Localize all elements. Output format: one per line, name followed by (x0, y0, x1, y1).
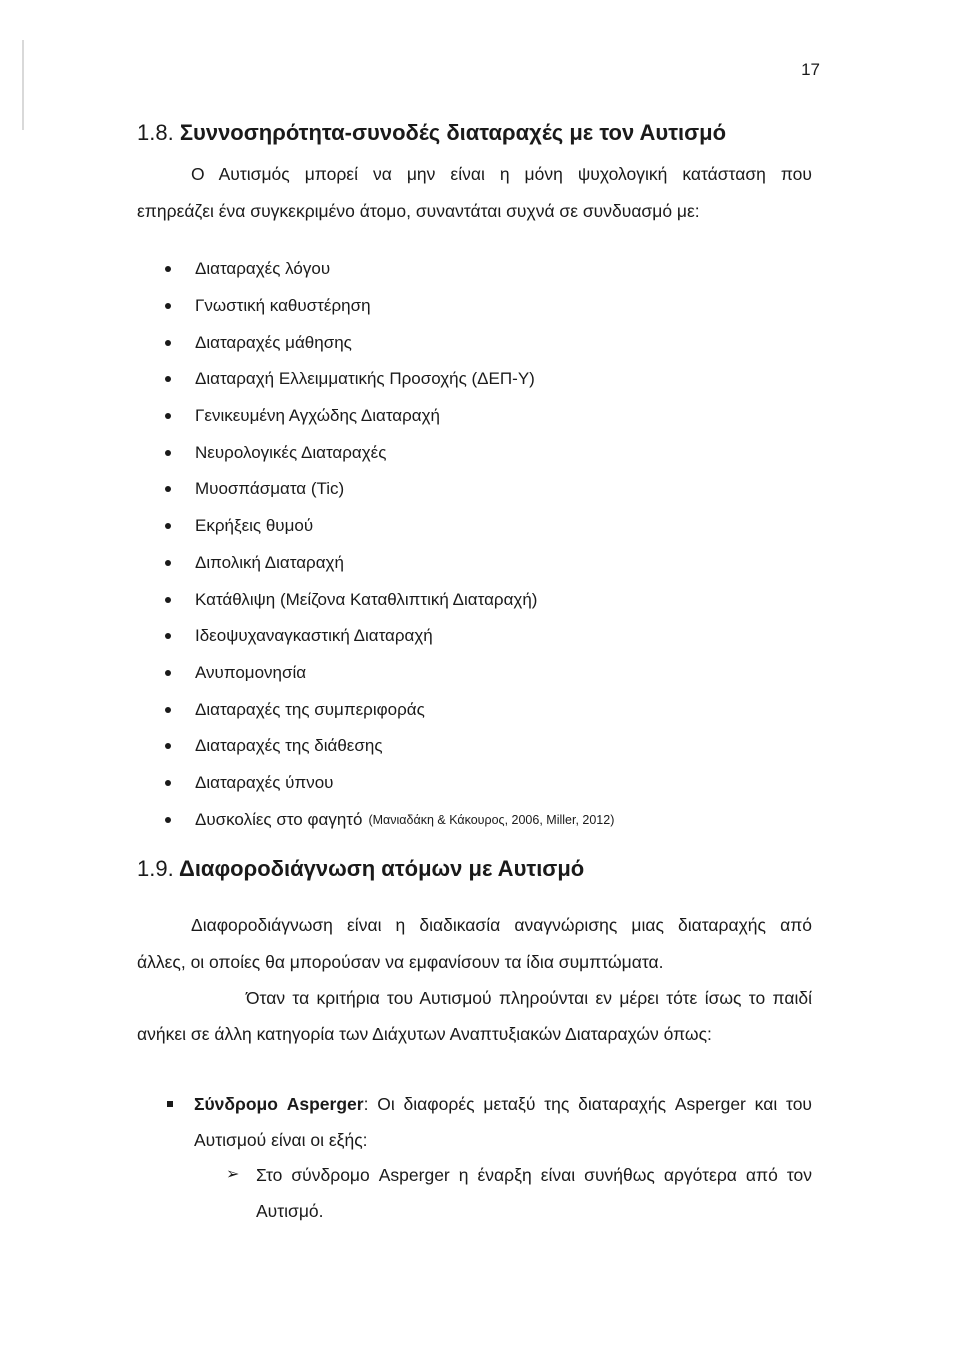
section-1-9-number: 1.9. (137, 856, 174, 881)
bullet-dot-icon (165, 597, 171, 603)
list-item-text: Διαταραχές μάθησης (195, 332, 352, 352)
list-item (165, 618, 614, 655)
list-item (165, 324, 614, 361)
asperger-term: Σύνδρομο Asperger (194, 1094, 364, 1114)
list-item (165, 361, 614, 398)
list-item-text: Γνωστική καθυστέρηση (195, 296, 371, 316)
section-1-8-heading (137, 120, 726, 146)
scan-edge-line (22, 40, 24, 130)
page-number: 17 (801, 60, 820, 79)
citation: (Μανιαδάκη & Κάκουρος, 2006, Miller, 2012) (368, 812, 615, 827)
bullet-dot-icon (165, 413, 171, 419)
section-1-8-title: Συννοσηρότητα-συνοδές διαταραχές με τον Αυτισμό (179, 120, 727, 145)
criteria-para-line-2: ανήκει σε άλλη κατηγορία των Διάχυτων Αναπτυξιακών Διαταραχών όπως: (137, 1024, 712, 1044)
section-1-8-number: 1.8. (137, 120, 174, 145)
list-item-text: Δυσκολίες στο φαγητό (195, 809, 363, 829)
sub-point-line-1: Στο σύνδρομο Asperger η έναρξη είναι συνήθως αργότερα από τον (256, 1165, 812, 1185)
square-bullet-icon (167, 1101, 173, 1107)
bullet-dot-icon (165, 560, 171, 566)
bullet-dot-icon (165, 486, 171, 492)
diagnosis-para-line-1: Διαφοροδιάγνωση είναι η διαδικασία αναγνώρισης μιας διαταραχής από (191, 915, 812, 935)
list-item (165, 545, 614, 582)
list-item (165, 398, 614, 435)
list-item-text: Μυοσπάσματα (Tic) (195, 479, 345, 499)
bullet-dot-icon (165, 450, 171, 456)
bullet-dot-icon (165, 780, 171, 786)
bullet-dot-icon (165, 266, 171, 272)
list-item-text: Ιδεοψυχαναγκαστική Διαταραχή (195, 626, 433, 646)
list-item (165, 655, 614, 692)
list-item (165, 765, 614, 802)
list-item (165, 288, 614, 325)
list-item-text: Διαταραχές της διάθεσης (195, 736, 383, 756)
bullet-dot-icon (165, 707, 171, 713)
list-item (165, 434, 614, 471)
bullet-dot-icon (165, 817, 171, 823)
list-item (165, 801, 614, 838)
criteria-para-line-1: Όταν τα κριτήρια του Αυτισμού πληρούνται εν μέρει τότε ίσως το παιδί (246, 988, 812, 1008)
list-item-text: Γενικευμένη Αγχώδης Διαταραχή (195, 406, 441, 426)
list-item-text: Διαταραχές ύπνου (195, 772, 334, 792)
bullet-dot-icon (165, 523, 171, 529)
list-item (165, 581, 614, 618)
section-1-9-heading (137, 856, 584, 882)
list-item (165, 251, 614, 288)
asperger-line-1-rest: : Οι διαφορές μεταξύ της διαταραχής Asperger και του (363, 1094, 812, 1114)
arrow-bullet-icon: ➢ (226, 1166, 240, 1183)
list-item (165, 691, 614, 728)
list-item-text: Διαταραχή Ελλειμματικής Προσοχής (ΔΕΠ-Υ) (195, 369, 535, 389)
asperger-line-1 (194, 1094, 812, 1115)
bullet-dot-icon (165, 633, 171, 639)
list-item (165, 728, 614, 765)
list-item-text: Διπολική Διαταραχή (195, 552, 344, 572)
list-item-text: Εκρήξεις θυμού (195, 516, 314, 536)
list-item-text: Διαταραχές λόγου (195, 259, 331, 279)
section-1-9-title: Διαφοροδιάγνωση ατόμων με Αυτισμό (179, 856, 585, 881)
bullet-dot-icon (165, 670, 171, 676)
intro-line-1: Ο Αυτισμός μπορεί να μην είναι η μόνη ψυχολογική κατάσταση που (191, 164, 812, 184)
list-item (165, 471, 614, 508)
list-item-text: Κατάθλιψη (Μείζονα Καταθλιπτική Διαταραχή) (195, 589, 538, 609)
bullet-dot-icon (165, 340, 171, 346)
list-item (165, 508, 614, 545)
comorbidity-list (165, 251, 614, 838)
diagnosis-para-line-2: άλλες, οι οποίες θα μπορούσαν να εμφανίσουν τα ίδια συμπτώματα. (137, 952, 664, 972)
bullet-dot-icon (165, 303, 171, 309)
list-item-text: Ανυπομονησία (195, 662, 307, 682)
list-item-text: Νευρολογικές Διαταραχές (195, 442, 387, 462)
sub-point-line-2: Αυτισμό. (256, 1201, 324, 1221)
bullet-dot-icon (165, 376, 171, 382)
intro-line-2: επηρεάζει ένα συγκεκριμένο άτομο, συναντάται συχνά σε συνδυασμό με: (137, 201, 700, 221)
asperger-line-2: Αυτισμού είναι οι εξής: (194, 1130, 368, 1150)
list-item-text: Διαταραχές της συμπεριφοράς (195, 699, 425, 719)
bullet-dot-icon (165, 743, 171, 749)
